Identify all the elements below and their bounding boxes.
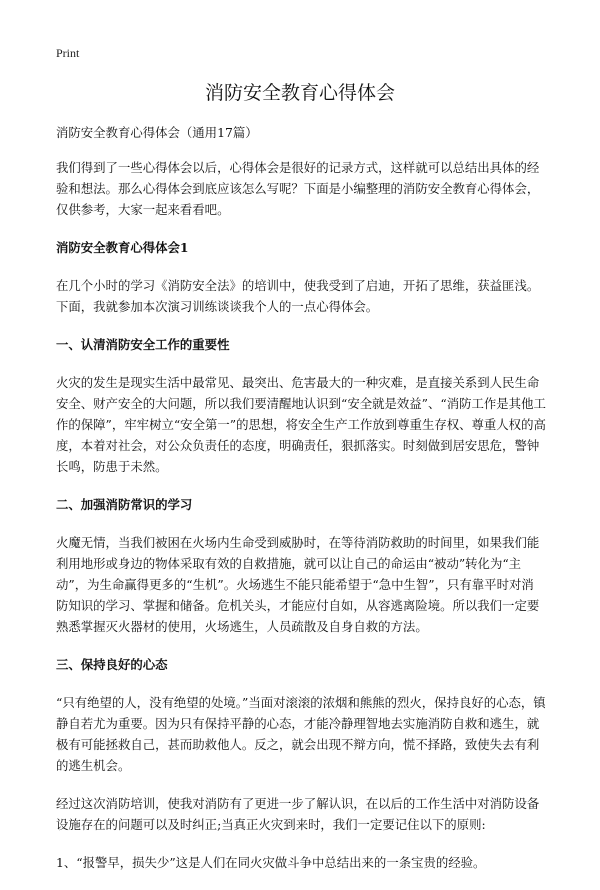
- heading-mindset: 三、保持良好的心态: [56, 657, 168, 672]
- print-link[interactable]: Print: [56, 46, 80, 60]
- paragraph-importance: 火灾的发生是现实生活中最常见、最突出、危害最大的一种灾难，是直接关系到人民生命安全、财产安全的大问题，所以我们要清醒地认识到“安全就是效益”、“消防工作是其他工作的保障”，牢牢树立“安全第一”的思想，将安全生产工作放到尊重生存权、尊重人权的高度，本着对社会，对公众负责任的态度，明确责任，狠抓落实。时刻做到居安思危，警钟长鸣，防患于未然。: [56, 375, 546, 474]
- heading-importance: 一、认清消防安全工作的重要性: [56, 337, 230, 352]
- section1-paragraph: 在几个小时的学习《消防安全法》的培训中，使我受到了启迪，开拓了思维，获益匪浅。下面，我就参加本次演习训练谈谈我个人的一点心得体会。: [56, 278, 540, 314]
- paragraph-mindset: “只有绝望的人，没有绝望的处境。”当面对滚滚的浓烟和熊熊的烈火，保持良好的心态，镇静自若尤为重要。因为只有保持平静的心态，才能冷静理智地去实施消防自救和逃生，就极有可能拯救自己，甚而助救他人。反之，就会出现不辩方向，慌不择路，致使失去有利的逃生机会。: [56, 695, 546, 773]
- article-body: [56, 122, 546, 890]
- article-subtitle: 消防安全教育心得体会（通用17篇）: [56, 125, 258, 140]
- paragraph-principle-1: 1、“报警早，损失少”这是人们在同火灾做斗争中总结出来的一条宝贵的经验。: [56, 855, 486, 870]
- paragraph-knowledge: 火魔无情，当我们被困在火场内生命受到威胁时，在等待消防救助的时间里，如果我们能利用地形或身边的物体采取有效的自救措施，就可以让自己的命运由“被动”转化为“主动”，为生命赢得更多的“生机”。火场逃生不能只能希望于“急中生智”，只有靠平时对消防知识的学习、掌握和储备。危机关头，才能应付自如，从容逃离险境。所以我们一定要熟悉掌握灭火器材的使用，火场逃生，人员疏散及自身自救的方法。: [56, 535, 540, 634]
- page-title: 消防安全教育心得体会: [204, 82, 395, 104]
- paragraph-training-summary: 经过这次消防培训，使我对消防有了更进一步了解认识，在以后的工作生活中对消防设备设施存在的问题可以及时纠正;当真正火灾到来时，我们一定要记住以下的原则:: [56, 796, 540, 832]
- intro-paragraph: 我们得到了一些心得体会以后，心得体会是很好的记录方式，这样就可以总结出具体的经验和想法。那么心得体会到底应该怎么写呢？下面是小编整理的消防安全教育心得体会，仅供参考，大家一起来看看吧。: [56, 160, 540, 217]
- section-heading-1: 消防安全教育心得体会1: [56, 240, 189, 255]
- heading-knowledge: 二、加强消防常识的学习: [56, 497, 193, 512]
